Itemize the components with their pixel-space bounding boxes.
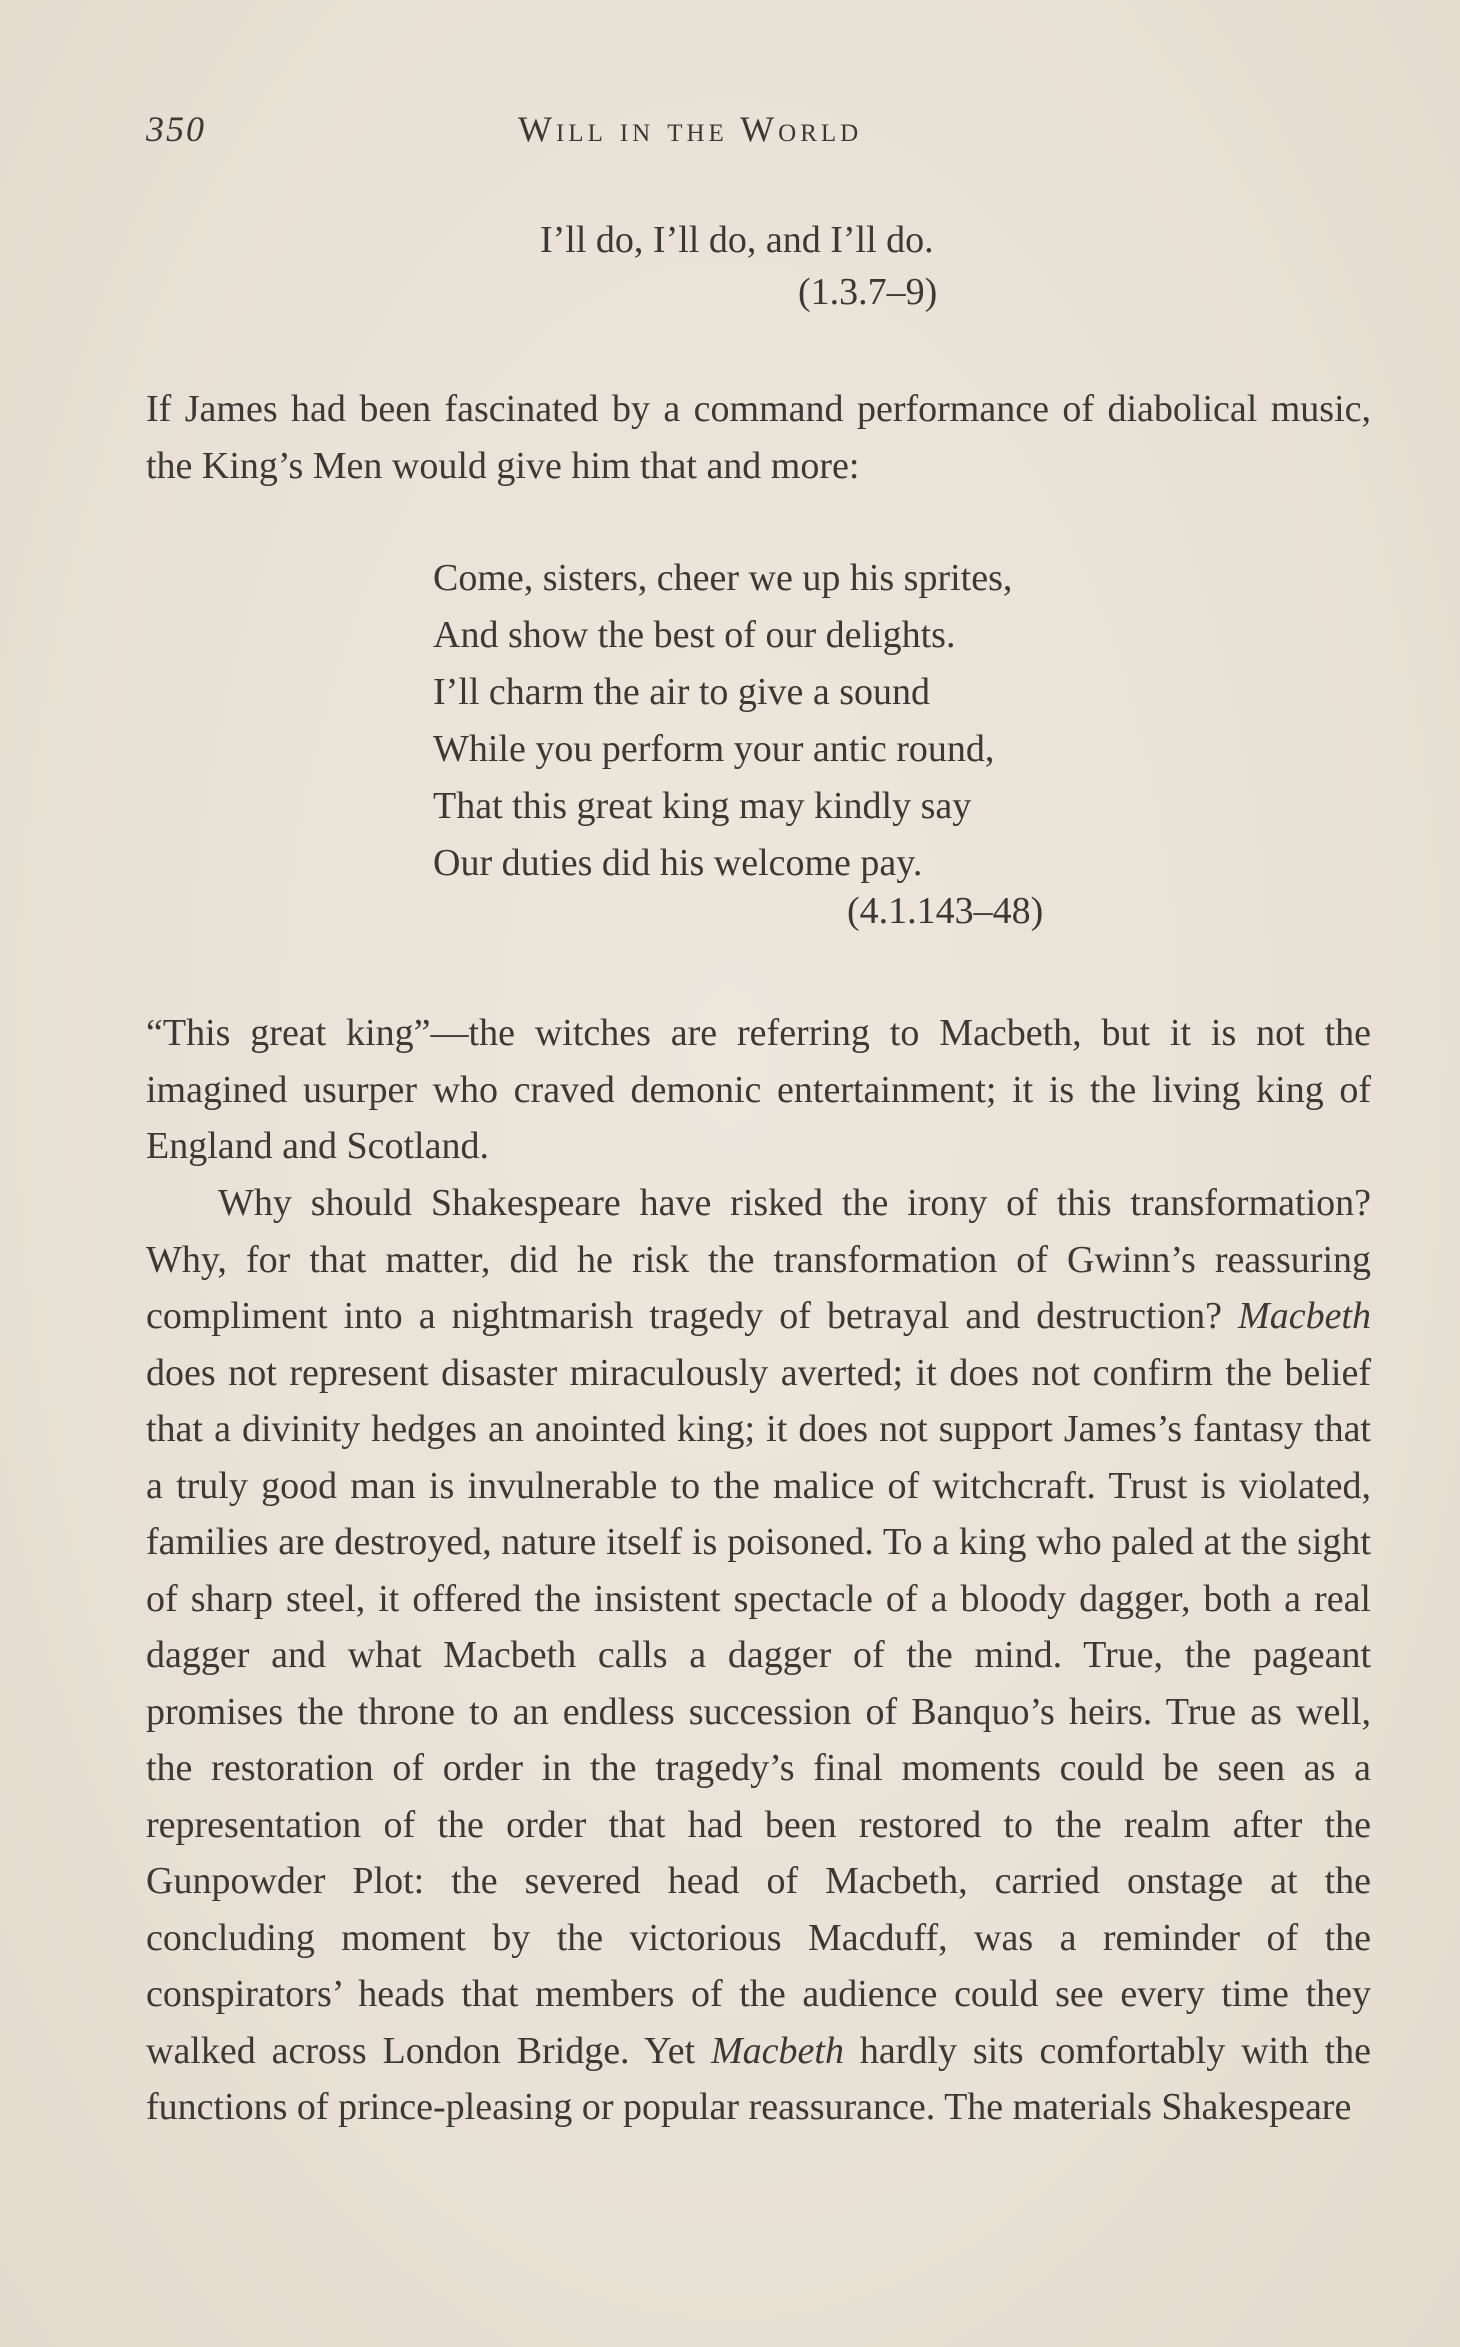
paragraph-3: [146, 1175, 1371, 2136]
text-run: hardly sits comfortably with the functions of prince-pleasing or popular reassurance. The materials Shakespeare: [146, 2029, 1371, 2128]
italic-title: Macbeth: [711, 2029, 844, 2072]
page-number: 350: [146, 109, 206, 149]
verse-line: I’ll do, I’ll do, and I’ll do.: [540, 219, 934, 261]
paragraph-2: [146, 1005, 1371, 1175]
running-head: [146, 108, 1376, 158]
text-run: Why should Shakespeare have risked the irony of this transformation? Why, for that matter, did he risk the transformation of Gwinn’s reassuring compliment into a nightmarish tragedy of betrayal and destruction?: [146, 1182, 1371, 1337]
verse-line: While you perform your antic round,: [433, 728, 995, 770]
verse-line: Our duties did his welcome pay.: [433, 842, 923, 884]
verse-line: And show the best of our delights.: [433, 614, 956, 656]
verse-quote-1: [540, 212, 934, 269]
text-run: does not represent disaster miraculously averted; it does not confirm the belief that a divinity hedges an anointed king; it does not support James’s fantasy that a truly good man is invulnerable to the malice of witchcraft. Trust is violated, families are destroyed, nature itself is poisoned. To a king who paled at the sight of sharp steel, it offered the insistent spectacle of a bloody dagger, both a real dagger and what Macbeth calls a dagger of the mind. True, the pageant promises the throne to an endless succession of Banquo’s heirs. True as well, the restoration of order in the tragedy’s final moments could be seen as a representation of the order that had been restored to the realm after the Gunpowder Plot: the severed head of Macbeth, carried onstage at the concluding moment by the victorious Macduff, was a reminder of the conspirators’ heads that members of the audience could see every time they walked across London Bridge. Yet: [146, 1351, 1371, 2072]
book-title: Will in the World: [518, 109, 863, 149]
italic-title: Macbeth: [1238, 1295, 1371, 1337]
verse-line: I’ll charm the air to give a sound: [433, 671, 931, 713]
paragraph-text: If James had been fascinated by a command performance of diabolical music, the King’s Men would give him that and more:: [146, 388, 1371, 487]
verse-line: That this great king may kindly say: [433, 785, 972, 827]
paragraph-text: [146, 1175, 1371, 2136]
verse-quote-2: [433, 550, 1012, 892]
verse-line: Come, sisters, cheer we up his sprites,: [433, 557, 1013, 599]
paragraph-text: “This great king”—the witches are referring to Macbeth, but it is not the imagined usurper who craved demonic entertainment; it is the living king of England and Scotland.: [146, 1012, 1371, 1167]
paragraph-1: [146, 381, 1371, 494]
verse-citation-2: (4.1.143–48): [847, 890, 1044, 932]
verse-citation-1: (1.3.7–9): [798, 271, 938, 313]
